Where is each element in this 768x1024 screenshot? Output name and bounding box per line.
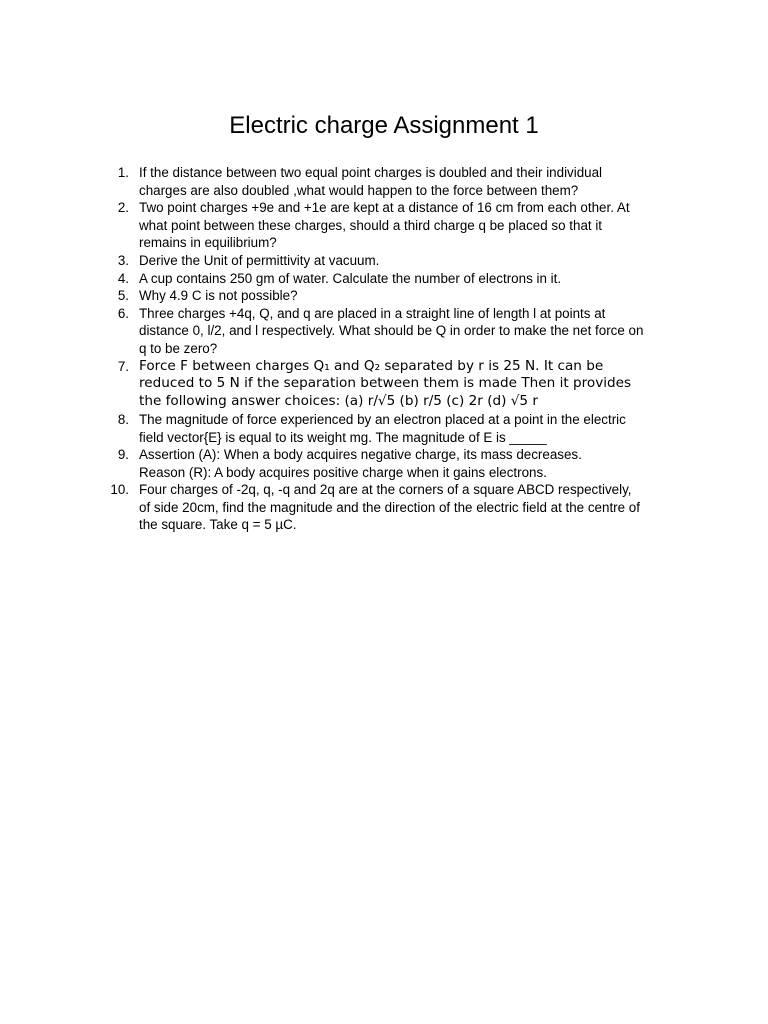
question-text bbox=[139, 411, 690, 446]
question-line: field vector{E} is equal to its weight mg. The magnitude of E is _____ bbox=[139, 429, 547, 445]
question-number: 3. bbox=[117, 252, 129, 268]
question-item-4 bbox=[110, 270, 690, 288]
question-text bbox=[139, 252, 690, 270]
question-line: of side 20cm, find the magnitude and the direction of the electric field at the centre of bbox=[139, 499, 640, 515]
question-item-3 bbox=[110, 252, 690, 270]
question-item-1 bbox=[110, 164, 690, 199]
question-item-6 bbox=[110, 305, 690, 358]
question-number: 2. bbox=[117, 200, 129, 216]
question-text bbox=[139, 199, 690, 252]
question-text bbox=[139, 446, 690, 481]
question-number: 8. bbox=[117, 411, 129, 427]
question-line: Three charges +4q, Q, and q are placed in a straight line of length l at points at bbox=[139, 305, 606, 321]
question-line: charges are also doubled ,what would happen to the force between them? bbox=[139, 182, 579, 198]
question-line: Derive the Unit of permittivity at vacuum. bbox=[139, 252, 380, 268]
question-text bbox=[139, 270, 690, 288]
question-line: reduced to 5 N if the separation between them is made Then it provides bbox=[139, 375, 632, 392]
question-line: A cup contains 250 gm of water. Calculate the number of electrons in it. bbox=[139, 270, 562, 286]
question-line: distance 0, l/2, and l respectively. What should be Q in order to make the net force on bbox=[139, 323, 644, 339]
question-line: Assertion (A): When a body acquires negative charge, its mass decreases. bbox=[139, 447, 582, 463]
question-number: 5. bbox=[117, 288, 129, 304]
question-list bbox=[110, 164, 690, 534]
question-text bbox=[139, 481, 690, 534]
question-number: 10. bbox=[110, 482, 129, 498]
question-line: Force F between charges Q₁ and Q₂ separated by r is 25 N. It can be bbox=[139, 357, 604, 374]
document-title: Electric charge Assignment 1 bbox=[229, 112, 539, 139]
question-item-9 bbox=[110, 446, 690, 481]
question-text bbox=[139, 358, 690, 411]
question-number: 9. bbox=[117, 447, 129, 463]
question-line: Why 4.9 C is not possible? bbox=[139, 288, 298, 304]
question-line: remains in equilibrium? bbox=[139, 235, 277, 251]
question-number: 7. bbox=[117, 358, 129, 374]
question-number: 4. bbox=[117, 270, 129, 286]
question-item-2 bbox=[110, 199, 690, 252]
question-number: 1. bbox=[117, 165, 129, 180]
question-line: what point between these charges, should a third charge q be placed so that it bbox=[139, 217, 603, 233]
question-line: q to be zero? bbox=[139, 340, 218, 356]
question-text bbox=[139, 305, 690, 358]
question-line: the following answer choices: (a) r/√5 (b) r/5 (c) 2r (d) √5 r bbox=[139, 393, 538, 410]
question-item-8 bbox=[110, 411, 690, 446]
question-number: 6. bbox=[117, 305, 129, 321]
question-item-7 bbox=[110, 358, 690, 411]
question-item-10 bbox=[110, 481, 690, 534]
question-line: Two point charges +9e and +1e are kept at a distance of 16 cm from each other. At bbox=[139, 200, 630, 216]
question-line: Reason (R): A body acquires positive charge when it gains electrons. bbox=[139, 464, 547, 480]
question-line: If the distance between two equal point charges is doubled and their individual bbox=[139, 165, 603, 180]
question-text bbox=[139, 164, 690, 199]
question-line: The magnitude of force experienced by an electron placed at a point in the electric bbox=[139, 411, 626, 427]
question-item-5 bbox=[110, 287, 690, 305]
question-line: the square. Take q = 5 µC. bbox=[139, 517, 297, 533]
question-line: Four charges of -2q, q, -q and 2q are at the corners of a square ABCD respectively, bbox=[139, 482, 632, 498]
question-text bbox=[139, 287, 690, 305]
